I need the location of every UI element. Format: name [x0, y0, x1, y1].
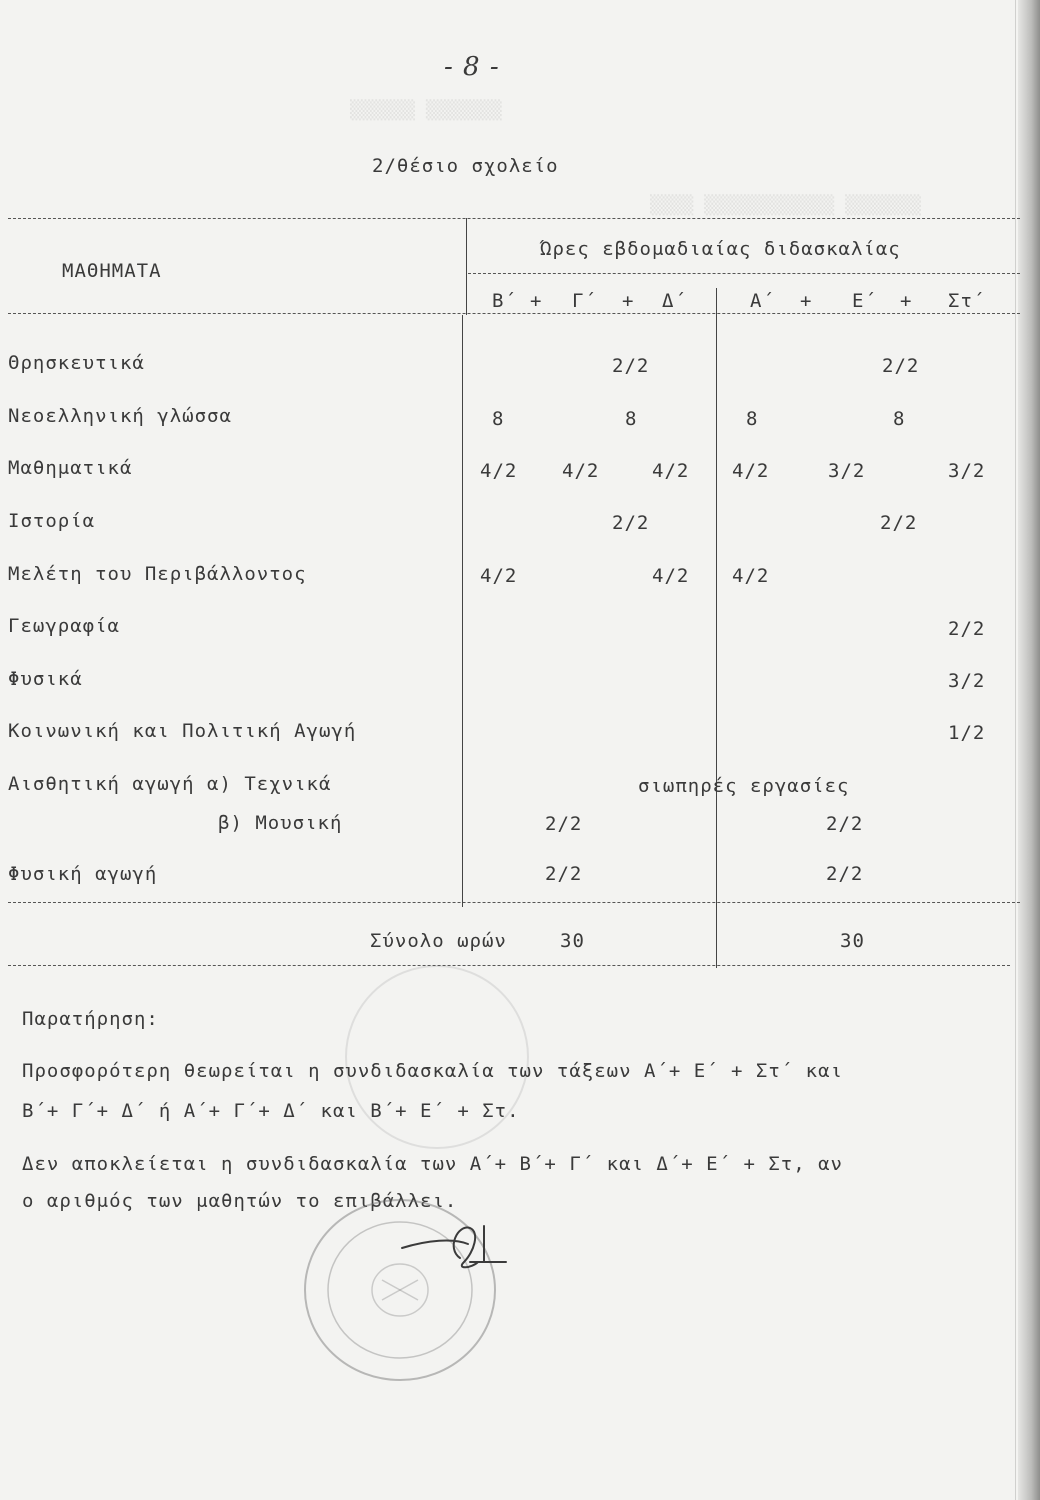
- grade-st: Στ΄: [948, 290, 986, 312]
- cell-value: 3/2: [948, 670, 986, 692]
- cell-value: 4/2: [652, 460, 690, 482]
- subject-social-civic: Κοινωνική και Πολιτική Αγωγή: [8, 720, 357, 742]
- subject-mathematics: Μαθηματικά: [8, 457, 133, 479]
- subject-music: β) Μουσική: [218, 812, 343, 834]
- bleed-through-text: ▒▒▒▒ ▒▒▒▒▒▒▒▒▒▒▒▒ ▒▒▒▒▒▒▒: [650, 195, 921, 216]
- column-divider-groups: [716, 288, 717, 968]
- remarks-line: ο αριθμός των μαθητών το επιβάλλει.: [22, 1190, 458, 1212]
- table-body-bottom-rule: [8, 902, 1020, 903]
- cell-value: 2/2: [545, 813, 583, 835]
- cell-value: 2/2: [826, 813, 864, 835]
- page-edge-line: [1015, 0, 1016, 1500]
- remarks-line: Β΄+ Γ΄+ Δ΄ ή Α΄+ Γ΄+ Δ΄ και Β΄+ Ε΄ + Στ.: [22, 1100, 520, 1122]
- subject-physics: Φυσικά: [8, 668, 83, 690]
- grade-g: Γ΄: [572, 290, 597, 312]
- cell-value: 8: [746, 408, 759, 430]
- hours-header: Ώρες εβδομαδιαίας διδασκαλίας: [540, 238, 901, 260]
- total-right: 30: [840, 930, 865, 952]
- header-bottom-rule: [8, 313, 1020, 314]
- subject-aesthetic-technical: Αισθητική αγωγή α) Τεχνικά: [8, 773, 332, 795]
- cell-value: 4/2: [732, 565, 770, 587]
- remarks-heading: Παρατήρηση:: [22, 1008, 159, 1030]
- cell-value: 4/2: [480, 460, 518, 482]
- column-divider-header: [466, 218, 467, 315]
- subject-physical-education: Φυσική αγωγή: [8, 863, 158, 885]
- cell-value: 8: [625, 408, 638, 430]
- remarks-line: Δεν αποκλείεται η συνδιδασκαλία των Α΄+ Β΄+ Γ΄ και Δ΄+ Ε΄ + Στ, αν: [22, 1153, 843, 1175]
- cell-value: 4/2: [732, 460, 770, 482]
- cell-note: σιωπηρές εργασίες: [638, 775, 850, 797]
- table-total-bottom-rule: [8, 965, 1010, 966]
- cell-value: 4/2: [562, 460, 600, 482]
- page-number: - 8 -: [444, 52, 500, 82]
- cell-value: 4/2: [480, 565, 518, 587]
- cell-value: 2/2: [612, 355, 650, 377]
- cell-value: 4/2: [652, 565, 690, 587]
- bleed-through-text: ▒▒▒▒▒▒ ▒▒▒▒▒▒▒: [350, 100, 502, 121]
- subject-geography: Γεωγραφία: [8, 615, 120, 637]
- subjects-header: ΜΑΘΗΜΑΤΑ: [62, 260, 162, 282]
- cell-value: 3/2: [948, 460, 986, 482]
- cell-value: 2/2: [826, 863, 864, 885]
- cell-value: 8: [492, 408, 505, 430]
- plus-sign: +: [900, 290, 913, 312]
- cell-value: 8: [893, 408, 906, 430]
- page-title: 2/θέσιο σχολείο: [372, 155, 559, 177]
- cell-value: 2/2: [882, 355, 920, 377]
- header-mid-rule: [468, 273, 1020, 274]
- page-edge: [1018, 0, 1040, 1500]
- cell-value: 2/2: [948, 618, 986, 640]
- plus-sign: +: [800, 290, 813, 312]
- cell-value: 3/2: [828, 460, 866, 482]
- subject-history: Ιστορία: [8, 510, 96, 532]
- subject-greek-language: Νεοελληνική γλώσσα: [8, 405, 232, 427]
- cell-value: 1/2: [948, 722, 986, 744]
- plus-sign: +: [622, 290, 635, 312]
- cell-value: 2/2: [545, 863, 583, 885]
- column-divider-subjects: [462, 315, 463, 907]
- grade-b: Β΄: [492, 290, 517, 312]
- grade-d: Δ΄: [662, 290, 687, 312]
- signature: [398, 1218, 518, 1288]
- total-left: 30: [560, 930, 585, 952]
- total-label: Σύνολο ωρών: [370, 930, 507, 952]
- cell-value: 2/2: [880, 512, 918, 534]
- remarks-line: Προσφορότερη θεωρείται η συνδιδασκαλία των τάξεων Α΄+ Ε΄ + Στ΄ και: [22, 1060, 843, 1082]
- subject-religion: Θρησκευτικά: [8, 352, 145, 374]
- plus-sign: +: [530, 290, 543, 312]
- subject-environment-study: Μελέτη του Περιβάλλοντος: [8, 563, 307, 585]
- cell-value: 2/2: [612, 512, 650, 534]
- grade-e: Ε΄: [852, 290, 877, 312]
- table-top-rule: [8, 218, 1020, 219]
- grade-a: Α΄: [750, 290, 775, 312]
